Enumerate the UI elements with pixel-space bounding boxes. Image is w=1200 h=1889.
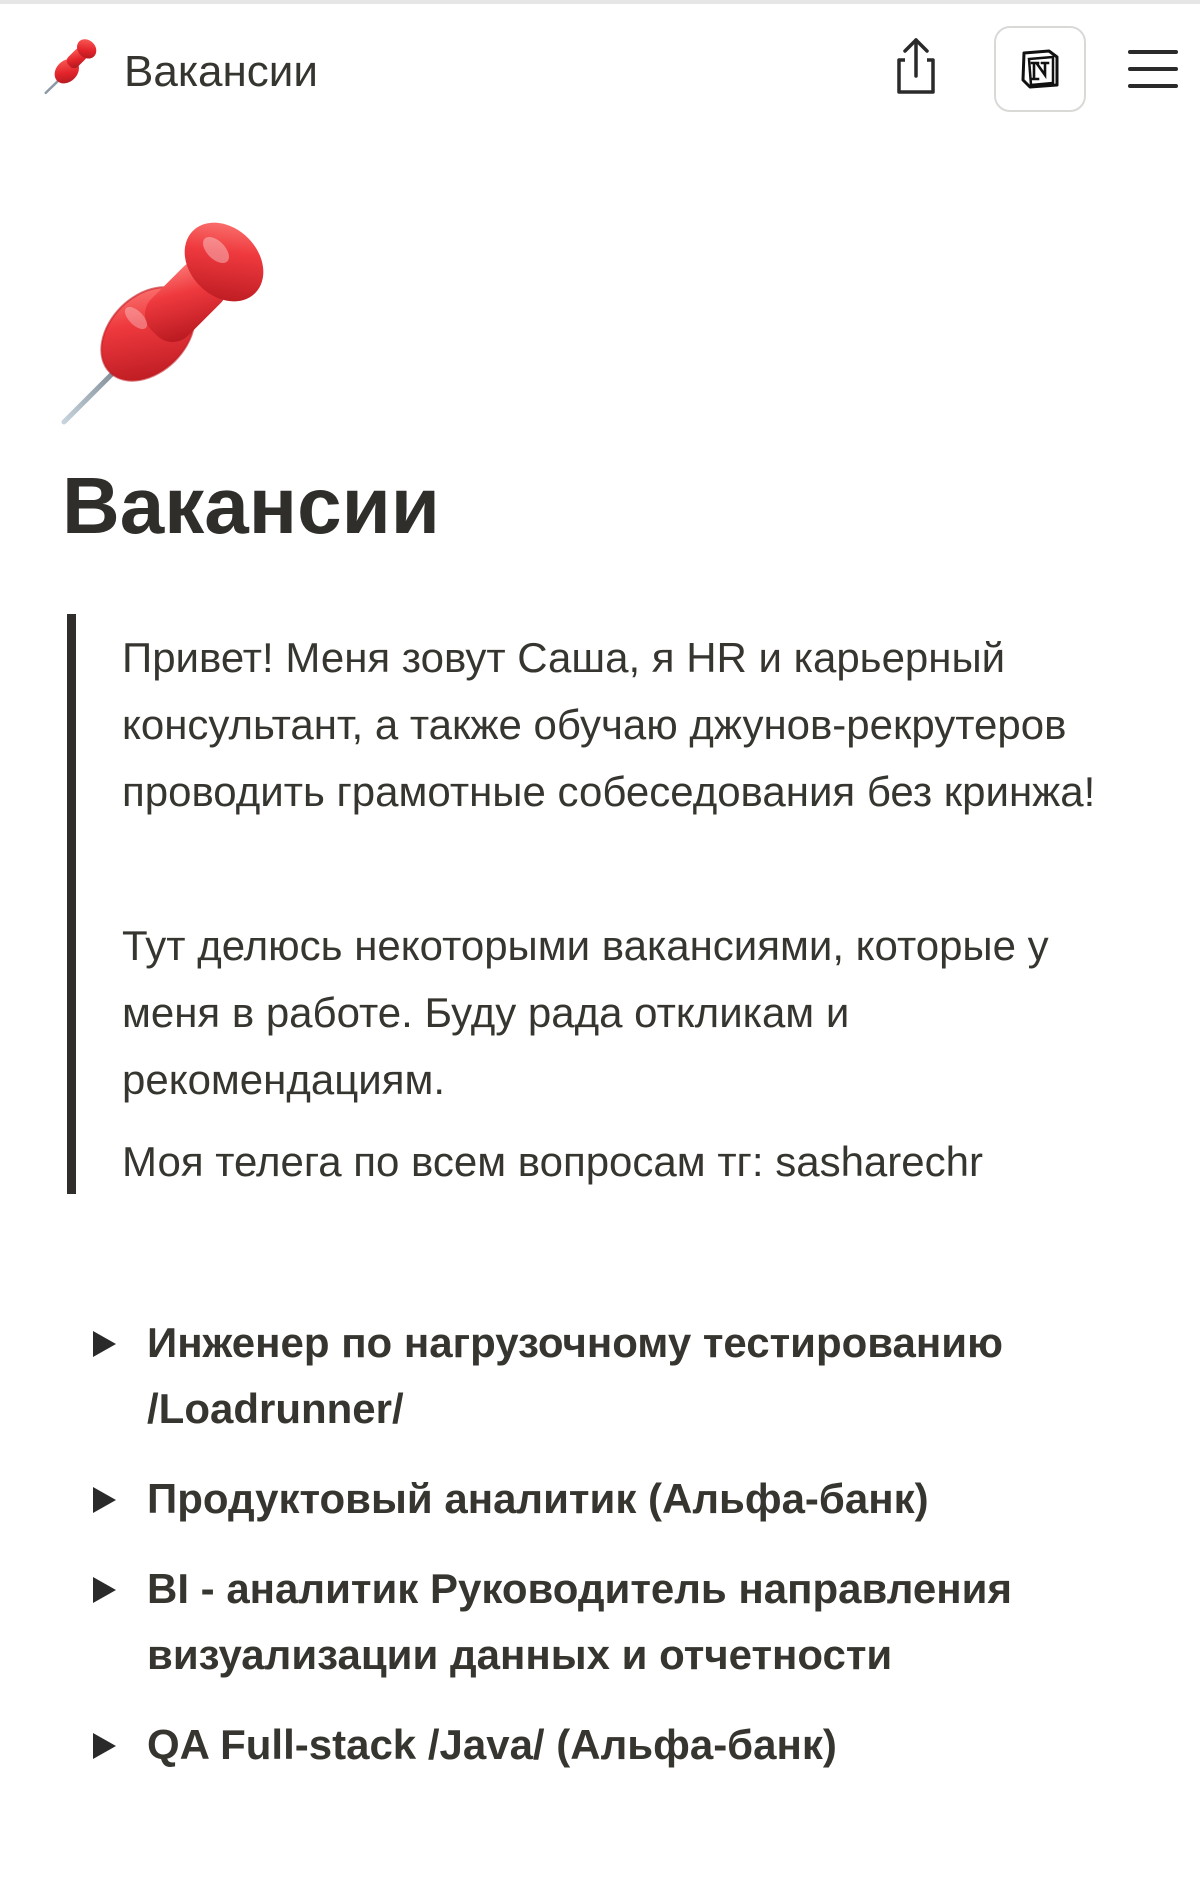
quote-bar [67, 614, 76, 1194]
toggle-arrow-right-icon[interactable] [89, 1329, 119, 1359]
share-button[interactable] [883, 34, 949, 100]
hamburger-menu-icon [1124, 44, 1182, 94]
quote-paragraph-intro: Привет! Меня зовут Саша, я HR и карьерный консультант, а также обучаю джунов-рекрутеров проводить грамотные собеседования без кринжа! [122, 634, 1096, 815]
notion-logo-icon [1019, 48, 1061, 90]
quote-paragraph-vacancies: Тут делюсь некоторыми вакансиями, которые у меня в работе. Буду рада откликам и рекомендациям. [122, 922, 1049, 1103]
menu-button[interactable] [1124, 44, 1182, 94]
toggle-label[interactable]: QA Full-stack /Java/ (Альфа-банк) [147, 1721, 837, 1768]
pushpin-icon [42, 34, 104, 96]
open-in-notion-button[interactable] [994, 26, 1086, 112]
toggle-label[interactable]: Продуктовый аналитик (Альфа-банк) [147, 1475, 929, 1522]
header-title[interactable]: Вакансии [124, 47, 318, 96]
toggle-label[interactable]: BI - аналитик Руководитель направления визуализации данных и отчетности [147, 1565, 1012, 1678]
quote-paragraph-contact: Моя телега по всем вопросам тг: sasharechr [122, 1138, 983, 1185]
share-icon [883, 34, 949, 100]
toggle-arrow-right-icon[interactable] [89, 1575, 119, 1605]
page-icon[interactable] [56, 206, 286, 436]
toggle-arrow-right-icon[interactable] [89, 1485, 119, 1515]
page-header [0, 4, 1200, 134]
page-title: Вакансии [62, 461, 440, 550]
toggle-label[interactable]: Инженер по нагрузочному тестированию /Loadrunner/ [147, 1319, 1003, 1432]
pushpin-icon [56, 206, 286, 436]
toggle-arrow-right-icon[interactable] [89, 1731, 119, 1761]
quote-block [67, 614, 1107, 1194]
